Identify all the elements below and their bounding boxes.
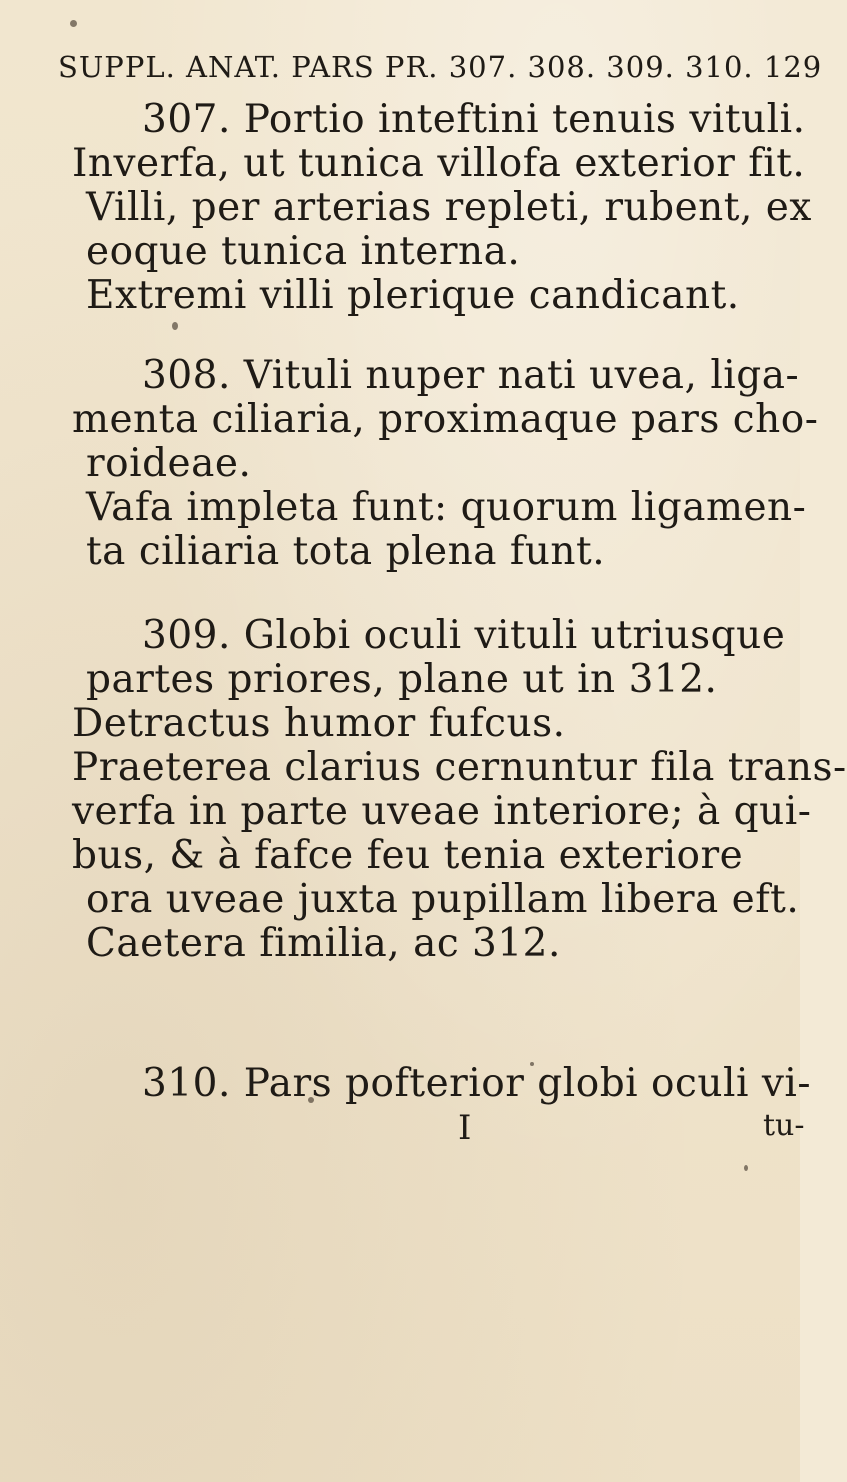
text-line: Extremi villi plerique candicant. [86,273,740,318]
ink-speck [172,322,178,330]
text-line: partes priores, plane ut in 312. [86,657,718,702]
running-head: SUPPL. ANAT. PARS PR. 307. 308. 309. 310. 129 [58,50,823,84]
text-line: Vafa impleta funt: quorum ligamen- [86,485,807,530]
text-line: roideae. [86,441,252,486]
section-heading-line: 307. Portio inteftini tenuis vituli. [142,97,806,142]
text-line: bus, & à fafce feu tenia exteriore [72,833,744,878]
signature-mark: I [458,1108,472,1148]
section-heading-line: 308. Vituli nuper nati uvea, liga- [142,353,800,398]
text-line: Praeterea clarius cernuntur fila trans- [72,745,847,790]
section-308 [58,353,819,574]
section-heading-line: 309. Globi oculi vituli utriusque [142,613,786,658]
page-footer [58,1108,805,1158]
text-line: Detractus humor fufcus. [72,701,566,746]
section-heading-line: 310. Pars pofterior globi oculi vi- [142,1061,812,1106]
text-line: Inverfa, ut tunica villofa exterior fit. [72,141,806,186]
section-309 [58,613,847,966]
ink-speck [70,20,77,27]
section-307 [58,97,812,318]
text-line: Villi, per arterias repleti, rubent, ex [86,185,812,230]
section-310 [58,1061,812,1106]
text-line: ora uveae juxta pupillam libera eft. [86,877,800,922]
text-line: menta ciliaria, proximaque pars cho- [72,397,819,442]
catchword: tu- [763,1108,805,1143]
text-line: Caetera fimilia, ac 312. [86,921,561,966]
text-line: ta ciliaria tota plena funt. [86,529,606,574]
ink-speck [744,1165,748,1171]
text-line: verfa in parte uveae interiore; à qui- [72,789,812,834]
text-line: eoque tunica interna. [86,229,521,274]
